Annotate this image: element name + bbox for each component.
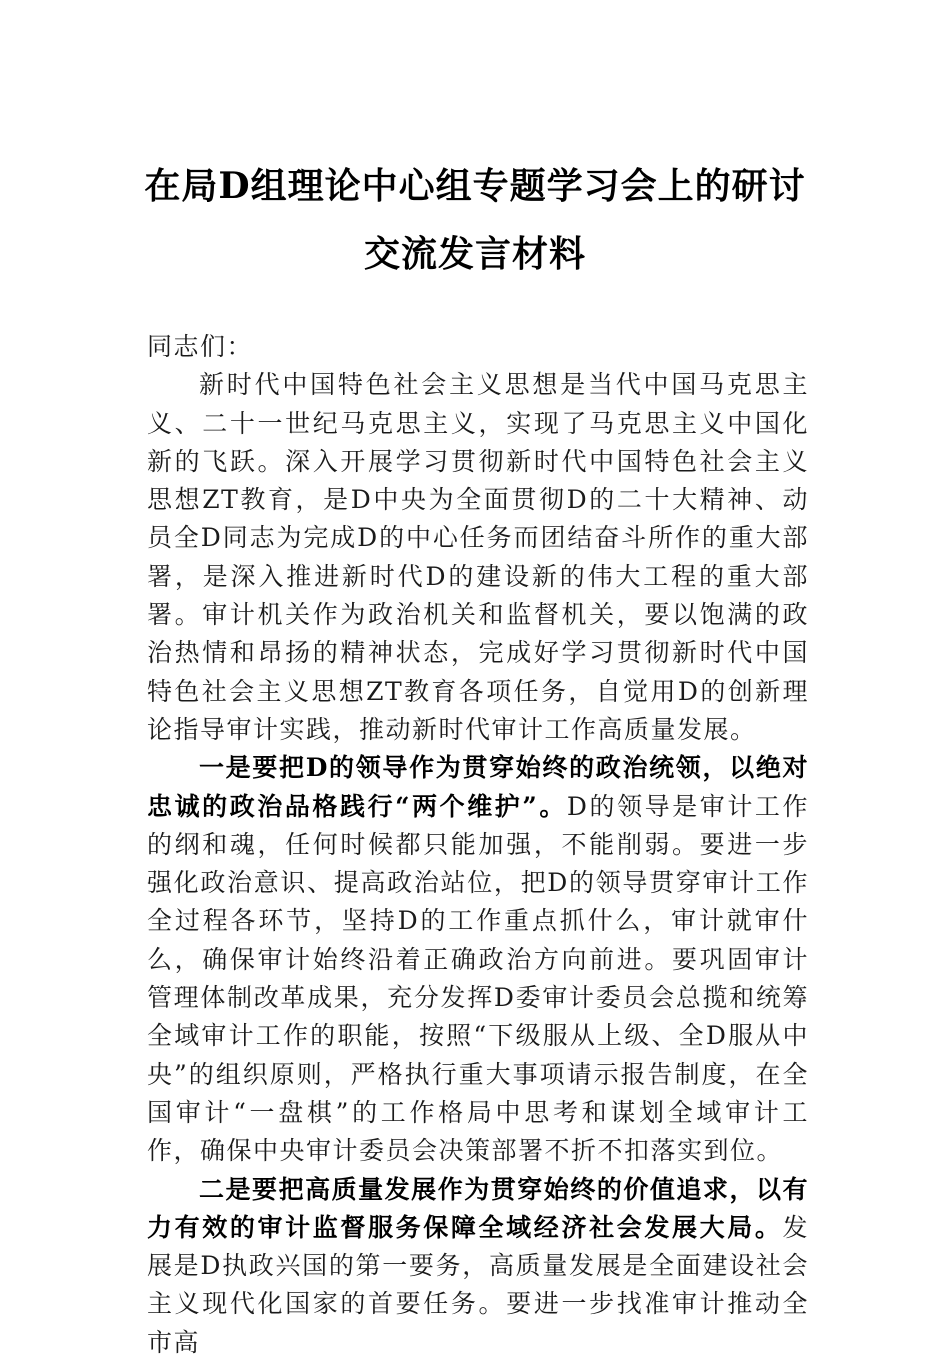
salutation: 同志们： xyxy=(147,332,254,361)
paragraph-point-one-text: D的领导是审计工作的纲和魂，任何时候都只能加强，不能削弱。要进一步强化政治意识、提高政治站位，把D的领导贯穿审计工作全过程各环节，坚持D的工作重点抓什么，审计就审什么，确保审计始终沿着正确政治方向前进。要巩固审计管理体制改革成果，充分发挥D委审计委员会总揽和统筹全域审计工作的职能，按照“下级服从上级、全D服从中央”的组织原则，严格执行重大事项请示报告制度，在全国审计“一盘棋”的工作格局中思考和谋划全域审计工作，确保中央审计委员会决策部署不折不扣落实到位。 xyxy=(147,791,809,1166)
document-title-line2: 交流发言材料 xyxy=(363,233,586,275)
paragraph-point-one xyxy=(147,749,809,1170)
paragraph-intro-text: 新时代中国特色社会主义思想是当代中国马克思主义、二十一世纪马克思主义，实现了马克思主义中国化新的飞跃。深入开展学习贯彻新时代中国特色社会主义思想ZT教育，是D中央为全面贯彻D的二十大精神、动员全D同志为完成D的中心任务而团结奋斗所作的重大部署，是深入推进新时代D的建设新的伟大工程的重大部署。审计机关作为政治机关和监督机关，要以饱满的政治热情和昂扬的精神状态，完成好学习贯彻新时代中国特色社会主义思想ZT教育各项任务，自觉用D的创新理论指导审计实践，推动新时代审计工作高质量发展。 xyxy=(147,370,809,744)
paragraph-point-two-text: 发展是D执政兴国的第一要务，高质量发展是全面建设社会主义现代化国家的首要任务。要进一步找准审计推动全市高 xyxy=(147,1212,809,1357)
paragraph-point-two xyxy=(147,1171,809,1362)
document-body xyxy=(147,328,809,1362)
paragraph-intro xyxy=(147,366,809,749)
paragraph-point-one-heading: 一是要把D的领导作为贯穿始终的政治统领，以绝对忠诚的政治品格践行“两个维护”。 xyxy=(147,753,809,821)
document-title-line1: 在局D组理论中心组专题学习会上的研讨 xyxy=(144,165,806,207)
paragraph-point-two-heading: 二是要把高质量发展作为贯穿始终的价值追求，以有力有效的审计监督服务保障全域经济社会发展大局。 xyxy=(147,1174,809,1242)
